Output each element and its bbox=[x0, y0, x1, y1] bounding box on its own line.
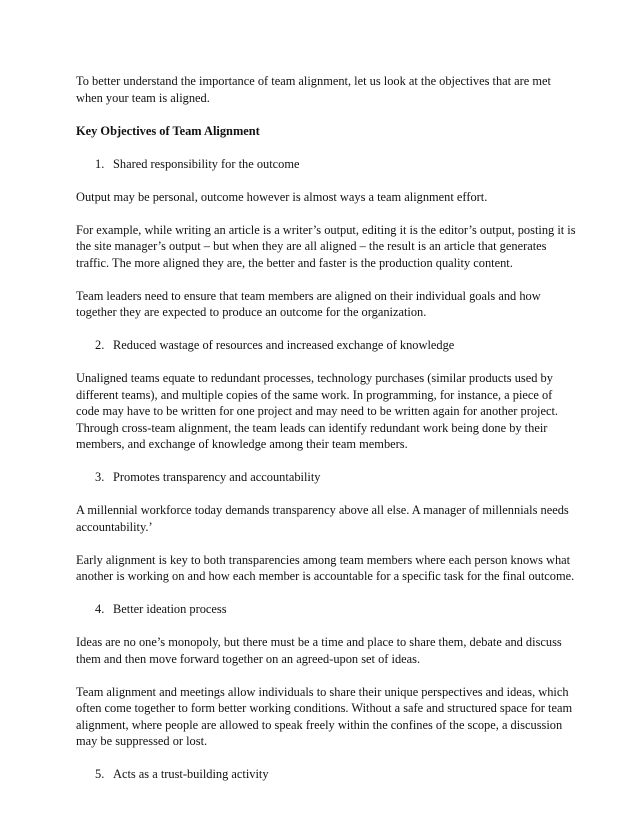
objective-item-3 bbox=[95, 469, 578, 486]
objective-title: Reduced wastage of resources and increased exchange of knowledge bbox=[113, 338, 455, 352]
objective-number: 4. bbox=[95, 602, 105, 616]
objective-title: Better ideation process bbox=[113, 602, 227, 616]
objective-title: Promotes transparency and accountability bbox=[113, 470, 321, 484]
body-paragraph: Team leaders need to ensure that team members are aligned on their individual goals and how together they are expected to produce an outcome for the organization. bbox=[76, 288, 541, 319]
section-heading: Key Objectives of Team Alignment bbox=[76, 123, 260, 138]
intro-paragraph: To better understand the importance of team alignment, let us look at the objectives that are met when your team is aligned. bbox=[76, 74, 551, 105]
body-paragraph: Early alignment is key to both transparencies among team members where each person knows what another is working on and how each member is accountable for a specific task for the final outcome. bbox=[76, 552, 575, 583]
body-paragraph: Output may be personal, outcome however is almost ways a team alignment effort. bbox=[76, 189, 488, 204]
objective-item-4 bbox=[95, 601, 578, 618]
objective-number: 1. bbox=[95, 156, 105, 171]
objective-number: 5. bbox=[95, 767, 105, 781]
body-paragraph: Ideas are no one’s monopoly, but there must be a time and place to share them, debate and discuss them and then move forward together on an agreed-upon set of ideas. bbox=[76, 635, 562, 666]
body-paragraph: A millennial workforce today demands transparency above all else. A manager of millennials needs accountability.’ bbox=[76, 503, 569, 534]
body-paragraph: Unaligned teams equate to redundant processes, technology purchases (similar products used by different teams), and multiple copies of the same work. In programming, for instance, a piece of code may have to be written for one project and may need to be written again for another project. Through cross-team alignment, the team leads can identify redundant work being done by their members, and exchange of knowledge among their team members. bbox=[76, 371, 559, 451]
objective-number: 3. bbox=[95, 470, 105, 484]
body-paragraph: Team alignment and meetings allow individuals to share their unique perspectives and ideas, which often come together to form better working conditions. Without a safe and structured space for team alignment, where people are allowed to speak freely within the confines of the scope, a discussion may be suppressed or lost. bbox=[76, 684, 573, 748]
objective-title: Shared responsibility for the outcome bbox=[113, 156, 300, 171]
objective-item-1 bbox=[95, 156, 578, 173]
objective-number: 2. bbox=[95, 338, 105, 352]
objective-title: Acts as a trust-building activity bbox=[113, 767, 269, 781]
body-paragraph: For example, while writing an article is a writer’s output, editing it is the editor’s output, posting it is the site manager’s output – but when they are all aligned – the result is an article that generates traffic. The more aligned they are, the better and faster is the production quality content. bbox=[76, 222, 576, 270]
objective-item-2 bbox=[95, 337, 578, 354]
objective-item-5 bbox=[95, 766, 578, 783]
